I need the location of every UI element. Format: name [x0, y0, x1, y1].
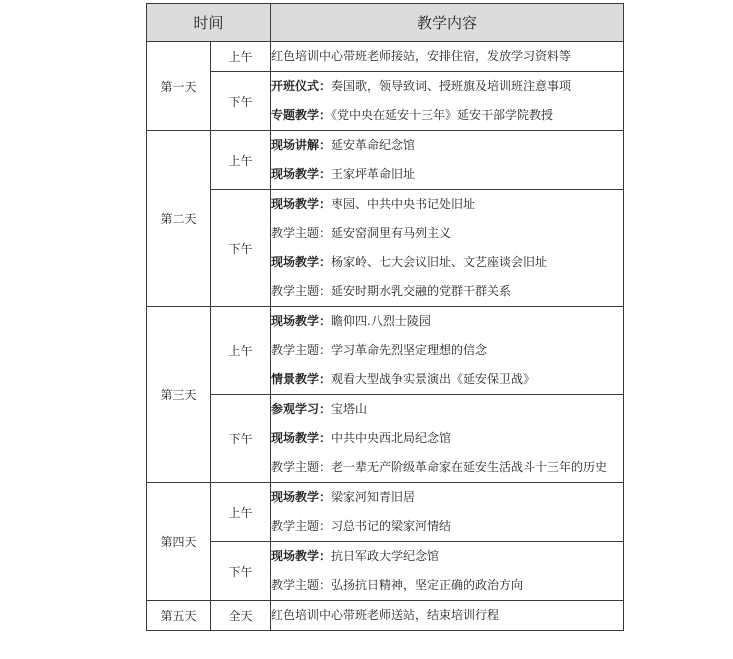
day-label: 第五天: [147, 601, 211, 631]
content-line-heading: 现场教学：: [271, 549, 332, 563]
session-label: 下午: [211, 190, 271, 307]
header-time: 时间: [147, 4, 271, 42]
content-line-heading: 现场教学：: [271, 197, 332, 211]
session-label: 上午: [211, 307, 271, 395]
session-content: [271, 542, 624, 601]
content-line-heading: 参观学习：: [271, 402, 332, 416]
table-row: [147, 307, 624, 395]
table-row: [147, 395, 624, 483]
content-line-text: 枣园、中共中央书记处旧址: [331, 197, 476, 211]
session-content: [271, 601, 624, 631]
content-line-text: 红色培训中心带班老师送站，结束培训行程: [271, 608, 500, 622]
content-line: [271, 365, 623, 394]
content-line-heading: 现场教学：: [271, 314, 332, 328]
content-line: [271, 131, 623, 160]
content-line-text: 教学主题：弘扬抗日精神，坚定正确的政治方向: [271, 578, 524, 592]
content-line: [271, 542, 623, 571]
content-line-text: 梁家河知青旧居: [331, 490, 416, 504]
content-line-heading: 开班仪式：: [271, 79, 332, 93]
session-label: 下午: [211, 395, 271, 483]
session-content: [271, 395, 624, 483]
content-line: [271, 307, 623, 336]
session-label: 上午: [211, 131, 271, 190]
content-line-text: 教学主题：学习革命先烈坚定理想的信念: [271, 343, 488, 357]
table-row: [147, 601, 624, 631]
session-label: 上午: [211, 42, 271, 72]
content-line: [271, 277, 623, 306]
table-row: [147, 483, 624, 542]
content-line-text: 观看大型战争实景演出《延安保卫战》: [331, 372, 536, 386]
content-line-text: 抗日军政大学纪念馆: [331, 549, 440, 563]
schedule-table: [146, 3, 624, 631]
content-line-text: 教学主题：老一辈无产阶级革命家在延安生活战斗十三年的历史: [271, 460, 608, 474]
session-content: [271, 131, 624, 190]
content-line-text: 奏国歌，领导致词、授班旗及培训班注意事项: [331, 79, 572, 93]
content-line-text: 《党中央在延安十三年》延安干部学院教授: [331, 108, 554, 122]
session-content: [271, 42, 624, 72]
content-line: [271, 190, 623, 219]
content-line: [271, 42, 623, 71]
content-line: [271, 512, 623, 541]
content-line-text: 红色培训中心带班老师接站，安排住宿，发放学习资料等: [271, 49, 572, 63]
content-line: [271, 571, 623, 600]
day-label: 第二天: [147, 131, 211, 307]
session-content: [271, 483, 624, 542]
content-line-text: 延安革命纪念馆: [331, 138, 416, 152]
content-line: [271, 483, 623, 512]
content-line: [271, 424, 623, 453]
content-line-heading: 现场教学：: [271, 431, 332, 445]
content-line-heading: 情景教学：: [271, 372, 332, 386]
day-label: 第三天: [147, 307, 211, 483]
content-line: [271, 601, 623, 630]
content-line-heading: 专题教学：: [271, 108, 332, 122]
content-line: [271, 336, 623, 365]
content-line: [271, 395, 623, 424]
session-content: [271, 72, 624, 131]
header-content: 教学内容: [271, 4, 624, 42]
content-line-heading: 现场教学：: [271, 490, 332, 504]
content-line-text: 王家坪革命旧址: [331, 167, 416, 181]
session-content: [271, 307, 624, 395]
content-line: [271, 453, 623, 482]
content-line-text: 教学主题：延安窑洞里有马列主义: [271, 226, 452, 240]
session-content: [271, 190, 624, 307]
schedule-body: [147, 42, 624, 631]
content-line: [271, 248, 623, 277]
session-label: 下午: [211, 542, 271, 601]
content-line: [271, 72, 623, 101]
day-label: 第四天: [147, 483, 211, 601]
table-row: [147, 42, 624, 72]
content-line-text: 中共中央西北局纪念馆: [331, 431, 452, 445]
session-label: 上午: [211, 483, 271, 542]
content-line-text: 瞻仰四.八烈士陵园: [331, 314, 431, 328]
table-row: [147, 190, 624, 307]
content-line-heading: 现场教学：: [271, 255, 332, 269]
header-row: [147, 4, 624, 42]
content-line: [271, 219, 623, 248]
session-label: 全天: [211, 601, 271, 631]
content-line-text: 宝塔山: [331, 402, 368, 416]
content-line-text: 教学主题：习总书记的梁家河情结: [271, 519, 452, 533]
content-line-heading: 现场讲解：: [271, 138, 332, 152]
day-label: 第一天: [147, 42, 211, 131]
content-line-heading: 现场教学：: [271, 167, 332, 181]
content-line-text: 杨家岭、七大会议旧址、文艺座谈会旧址: [331, 255, 548, 269]
table-row: [147, 542, 624, 601]
content-line-text: 教学主题：延安时期水乳交融的党群干群关系: [271, 284, 512, 298]
table-row: [147, 72, 624, 131]
table-row: [147, 131, 624, 190]
session-label: 下午: [211, 72, 271, 131]
content-line: [271, 101, 623, 130]
content-line: [271, 160, 623, 189]
